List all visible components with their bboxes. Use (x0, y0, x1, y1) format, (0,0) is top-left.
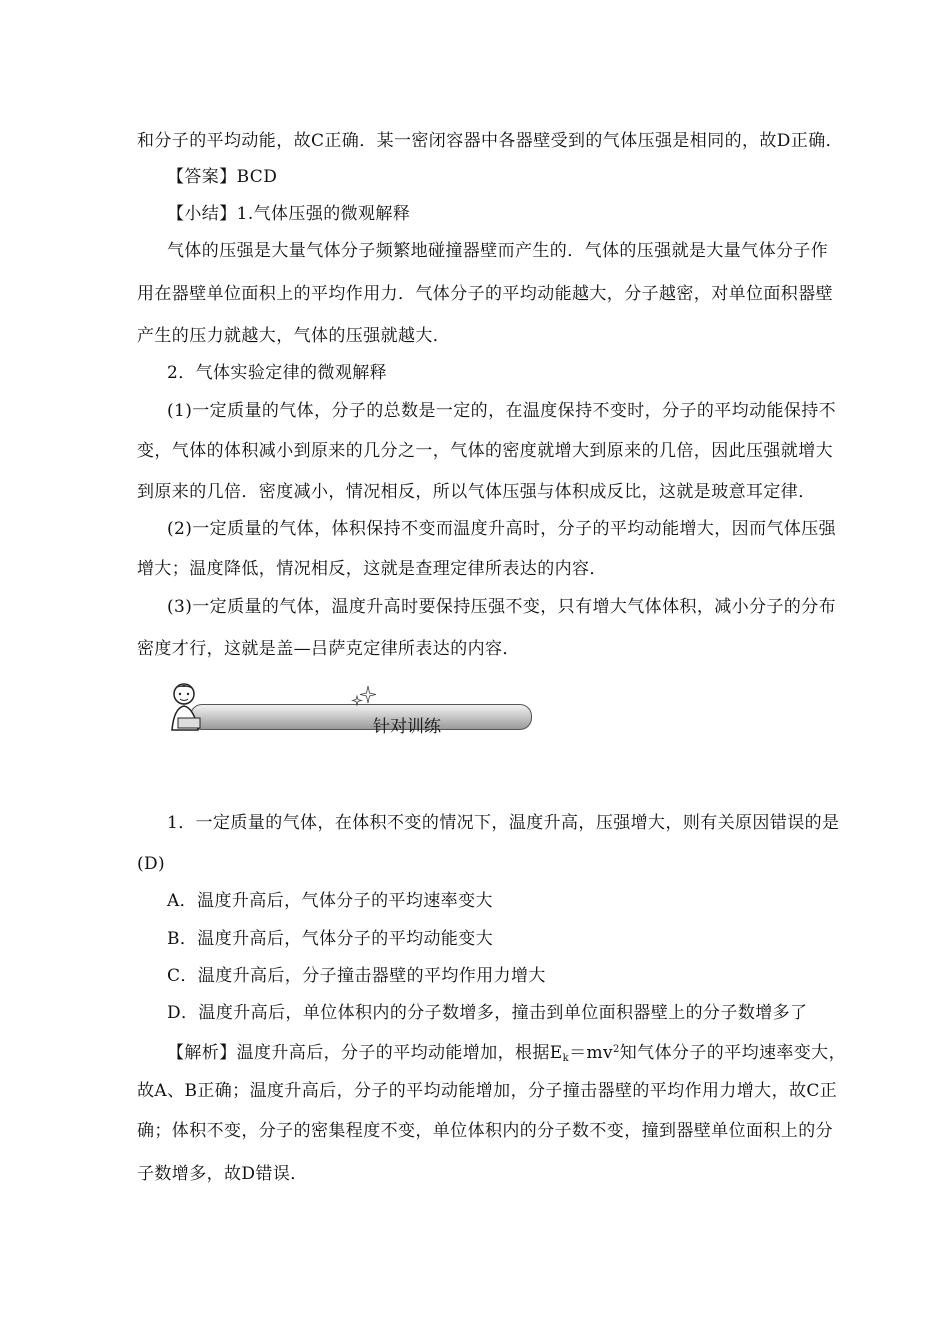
text-line: 气体的压强是大量气体分子频繁地碰撞器壁而产生的．气体的压强就是大量气体分子作 (167, 241, 829, 261)
option-a: A．温度升高后，气体分子的平均速率变大 (167, 891, 493, 911)
analysis-line: 子数增多，故D错误． (137, 1164, 308, 1184)
superscript: 2 (613, 1044, 620, 1055)
text-line: (1)一定质量的气体，分子的总数是一定的，在温度保持不变时，分子的平均动能保持不 (167, 401, 837, 421)
option-b: B．温度升高后，气体分子的平均动能变大 (167, 929, 494, 949)
text-line: (2)一定质量的气体，体积保持不变而温度升高时，分子的平均动能增大，因而气体压强 (167, 519, 837, 539)
analysis-text: 知气体分子的平均速率变大， (619, 1043, 846, 1063)
text-line: 增大；温度降低，情况相反，这就是查理定律所表达的内容． (137, 559, 607, 579)
question-stem: 1．一定质量的气体，在体积不变的情况下，温度升高，压强增大，则有关原因错误的是 (167, 813, 840, 833)
text-line: 产生的压力就越大，气体的压强就越大． (137, 326, 451, 346)
analysis-text: 【解析】温度升高后，分子的平均动能增加，根据E (167, 1043, 563, 1063)
student-figure-icon (162, 680, 210, 736)
question-answer: (D) (137, 854, 166, 874)
subscript: k (562, 1053, 570, 1064)
text-line: (3)一定质量的气体，温度升高时要保持压强不变，只有增大气体体积，减小分子的分布 (167, 597, 837, 617)
sparkle-icon (350, 684, 378, 708)
analysis-text: ＝mv (569, 1043, 614, 1063)
analysis-line: 确；体积不变，分子的密集程度不变，单位体积内的分子数不变，撞到器壁单位面积上的分 (137, 1121, 833, 1141)
text-line: 密度才行，这就是盖—吕萨克定律所表达的内容． (137, 639, 520, 659)
option-d: D．温度升高后，单位体积内的分子数增多，撞击到单位面积器壁上的分子数增多了 (167, 1003, 808, 1023)
summary-heading: 【小结】1.气体压强的微观解释 (167, 204, 411, 224)
text-line: 变，气体的体积减小到原来的几分之一，气体的密度就增大到原来的几倍，因此压强就增大 (137, 441, 833, 461)
answer-line: 【答案】BCD (167, 167, 278, 187)
section-heading: 2．气体实验定律的微观解释 (167, 363, 388, 383)
banner-label: 针对训练 (373, 717, 441, 737)
text-line: 用在器壁单位面积上的平均作用力．气体分子的平均动能越大，分子越密，对单位面积器壁 (137, 284, 833, 304)
analysis-line (167, 1039, 847, 1070)
text-line: 和分子的平均动能，故C正确．某一密闭容器中各器壁受到的气体压强是相同的，故D正确． (137, 131, 844, 151)
analysis-line: 故A、B正确；温度升高后，分子的平均动能增加，分子撞击器壁的平均作用力增大，故C正 (137, 1081, 838, 1101)
text-line: 到原来的几倍．密度减小，情况相反，所以气体压强与体积成反比，这就是玻意耳定律． (137, 482, 816, 502)
option-c: C．温度升高后，分子撞击器壁的平均作用力增大 (167, 966, 546, 986)
